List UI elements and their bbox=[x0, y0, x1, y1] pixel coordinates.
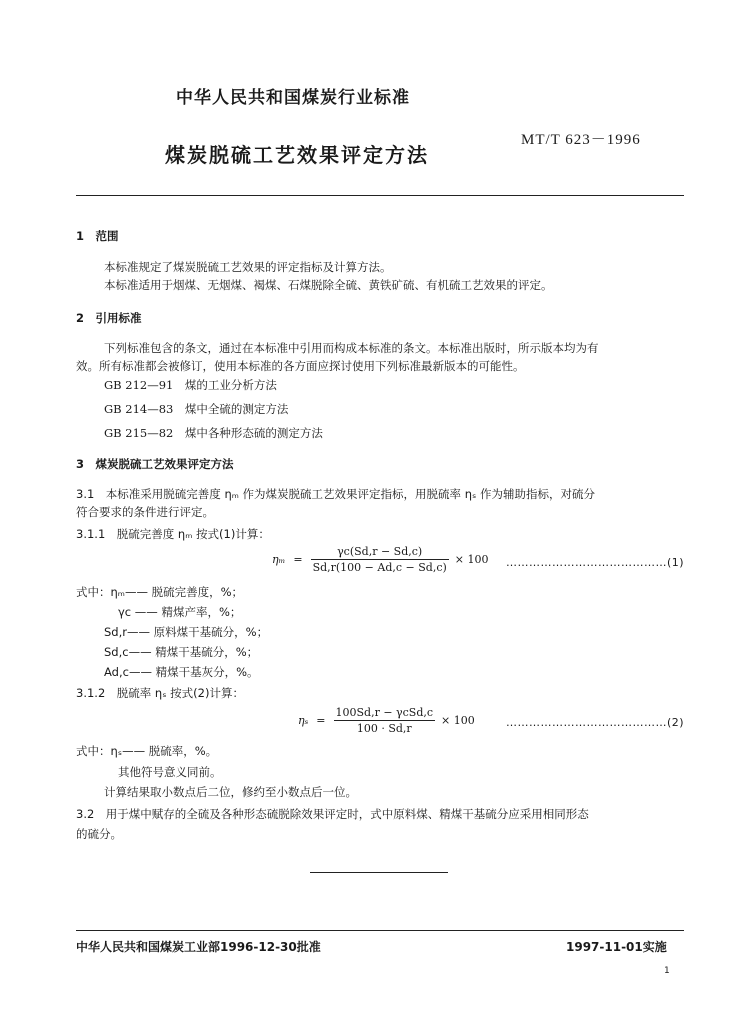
other-symbols-note: 其他符号意义同前。 bbox=[118, 765, 222, 779]
issuing-authority: 中华人民共和国煤炭行业标准 bbox=[176, 88, 410, 108]
reference-gb212: GB 212—91 煤的工业分析方法 bbox=[104, 378, 277, 392]
equation-1-equals: = bbox=[293, 553, 303, 566]
equation-2-equals: = bbox=[316, 714, 326, 727]
equation-1 bbox=[272, 545, 489, 574]
section-1-para-2: 本标准适用于烟煤、无烟煤、褐煤、石煤脱除全硫、黄铁矿硫、有机硫工艺效果的评定。 bbox=[104, 278, 553, 292]
equation-1-fraction bbox=[311, 545, 449, 574]
clause-3-1-line-1: 3.1 本标准采用脱硫完善度 ηₘ 作为煤炭脱硫工艺效果评定指标，用脱硫率 ηₛ 作为辅助指标，对硫分 bbox=[76, 487, 595, 501]
equation-2-lhs: ηₛ bbox=[298, 714, 309, 727]
page-number: 1 bbox=[664, 966, 670, 976]
where-1-a-dc: Ad,c—— 精煤干基灰分，%。 bbox=[104, 665, 259, 679]
section-1-heading: 1 范围 bbox=[76, 229, 119, 243]
fraction-bar bbox=[334, 720, 436, 721]
equation-1-multiplier: × 100 bbox=[454, 553, 489, 566]
implementation-date: 1997-11-01实施 bbox=[566, 940, 667, 954]
where-1-gamma-c: γc —— 精煤产率，%； bbox=[118, 605, 242, 619]
standard-code: MT/T 623－1996 bbox=[521, 132, 641, 148]
equation-1-numerator: γc(Sd,r − Sd,c) bbox=[337, 545, 423, 558]
rounding-note: 计算结果取小数点后二位，修约至小数点后一位。 bbox=[104, 785, 357, 799]
section-2-para-line-2: 效。所有标准都会被修订，使用本标准的各方面应探讨使用下列标准最新版本的可能性。 bbox=[76, 359, 525, 373]
where-1-eta-m: 式中：ηₘ—— 脱硫完善度，%； bbox=[76, 585, 244, 599]
header-divider bbox=[76, 195, 684, 196]
equation-2 bbox=[298, 706, 475, 735]
equation-1-lhs: ηₘ bbox=[272, 553, 286, 566]
clause-3-1-2: 3.1.2 脱硫率 ηₛ 按式(2)计算： bbox=[76, 686, 244, 700]
section-2-para-line-1: 下列标准包含的条文，通过在本标准中引用而构成本标准的条文。本标准出版时，所示版本均为有 bbox=[104, 341, 599, 355]
approval-line: 中华人民共和国煤炭工业部1996-12-30批准 bbox=[76, 940, 321, 954]
end-of-text-rule bbox=[310, 872, 448, 873]
clause-3-1-1: 3.1.1 脱硫完善度 ηₘ 按式(1)计算： bbox=[76, 527, 270, 541]
section-1-para-1: 本标准规定了煤炭脱硫工艺效果的评定指标及计算方法。 bbox=[104, 260, 392, 274]
equation-1-denominator: Sd,r(100 − Ad,c − Sd,c) bbox=[312, 561, 447, 574]
equation-2-multiplier: × 100 bbox=[441, 714, 475, 727]
equation-2-number: ……………………………………(2) bbox=[506, 716, 684, 729]
where-1-s-dc: Sd,c—— 精煤干基硫分，%； bbox=[104, 645, 259, 659]
where-2-eta-s: 式中：ηₛ—— 脱硫率，%。 bbox=[76, 744, 218, 758]
section-3-heading: 3 煤炭脱硫工艺效果评定方法 bbox=[76, 457, 234, 471]
fraction-bar bbox=[311, 559, 449, 560]
where-1-s-dr: Sd,r—— 原料煤干基硫分，%； bbox=[104, 625, 269, 639]
section-2-heading: 2 引用标准 bbox=[76, 311, 142, 325]
page-title: 煤炭脱硫工艺效果评定方法 bbox=[165, 143, 429, 167]
footer-divider bbox=[76, 930, 684, 931]
equation-2-fraction bbox=[334, 706, 436, 735]
reference-gb214: GB 214—83 煤中全硫的测定方法 bbox=[104, 402, 289, 416]
clause-3-1-line-2: 符合要求的条件进行评定。 bbox=[76, 505, 214, 519]
equation-2-denominator: 100 · Sd,r bbox=[356, 722, 412, 735]
reference-gb215: GB 215—82 煤中各种形态硫的测定方法 bbox=[104, 426, 323, 440]
equation-1-number: ……………………………………(1) bbox=[506, 556, 684, 569]
equation-2-numerator: 100Sd,r − γcSd,c bbox=[335, 706, 434, 719]
clause-3-2-line-2: 的硫分。 bbox=[76, 827, 122, 841]
clause-3-2-line-1: 3.2 用于煤中赋存的全硫及各种形态硫脱除效果评定时，式中原料煤、精煤干基硫分应采用相同形态 bbox=[76, 807, 589, 821]
